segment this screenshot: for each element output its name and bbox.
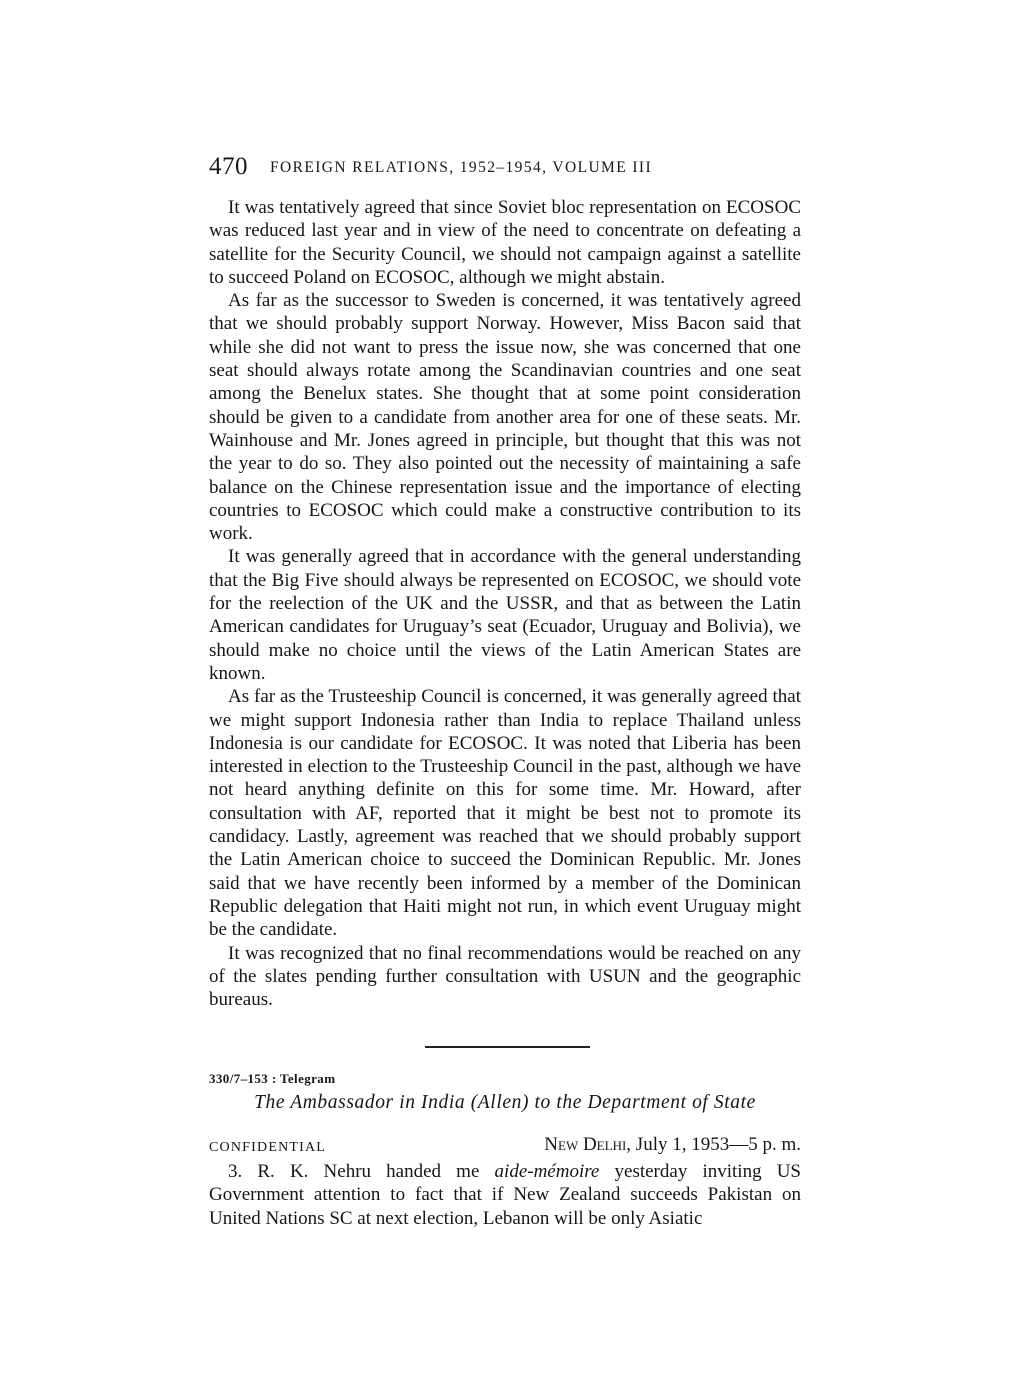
running-head [209,153,809,187]
section-divider [425,1046,590,1048]
memo-body [209,196,801,1011]
paragraph-final-recommendations: It was recognized that no final recommendations would be reached on any of the slates pending further consultation with USUN and the geographic bureaus. [209,942,801,1011]
paragraph-big-five: It was generally agreed that in accordance with the general understanding that the Big Five should always be represented on ECOSOC, we should vote for the reelection of the UK and the USSR, and that as between the Latin American candidates for Uruguay’s seat (Ecuador, Uruguay and Bolivia), we should make no choice until the views of the Latin American States are known. [209,546,801,684]
telegram-paragraph [209,1160,801,1230]
page-number: 470 [209,153,248,180]
running-title: FOREIGN RELATIONS, 1952–1954, VOLUME III [270,159,653,176]
dateline-date: , July 1, 1953—5 p. m. [626,1134,801,1155]
telegram-body [209,1160,801,1230]
dateline [544,1134,801,1156]
paragraph-soviet-bloc: It was tentatively agreed that since Soviet bloc representation on ECOSOC was reduced last year and in view of the need to concentrate on defeating a satellite for the Security Council, we should not campaign against a satellite to succeed Poland on ECOSOC, although we might abstain. [209,197,801,288]
document-file-number: 330/7–153 : Telegram [209,1071,336,1086]
telegram-text-end: yesterday inviting US Government attention to fact that if New Zealand succeeds Pakistan on United Nations SC at next election, Lebanon will be only Asiatic [209,1161,801,1229]
telegram-text-italic: aide-mémoire [494,1161,600,1182]
telegram-text-start: 3. R. K. Nehru handed me [228,1161,495,1182]
paragraph-trusteeship-council: As far as the Trusteeship Council is concerned, it was generally agreed that we might support Indonesia rather than India to replace Thailand unless Indonesia is our candidate for ECOSOC. It was noted that Liberia has been interested in election to the Trusteeship Council in the past, although we have not heard anything definite on this for some time. Mr. Howard, after consultation with AF, reported that it might be best not to promote its candidacy. Lastly, agreement was reached that we should probably support the Latin American choice to succeed the Dominican Republic. Mr. Jones said that we have recently been informed by a member of the Dominican Republic delegation that Haiti might not run, in which event Uruguay might be the candidate. [209,686,801,941]
classification-label: CONFIDENTIAL [209,1140,327,1155]
dateline-place: New Delhi [544,1134,627,1155]
document-title: The Ambassador in India (Allen) to the Department of State [254,1092,756,1113]
paragraph-sweden-successor: As far as the successor to Sweden is concerned, it was tentatively agreed that we should probably support Norway. However, Miss Bacon said that while she did not want to press the issue now, she was concerned that one seat should always rotate among the Scandinavian countries and one seat among the Benelux states. She thought that at some point consideration should be given to a candidate from another area for one of these seats. Mr. Wainhouse and Mr. Jones agreed in principle, but thought that this was not the year to do so. They also pointed out the necessity of maintaining a safe balance on the Chinese representation issue and the importance of electing countries to ECOSOC which could make a constructive contribution to its work. [209,290,801,545]
dateline-row [209,1134,801,1160]
